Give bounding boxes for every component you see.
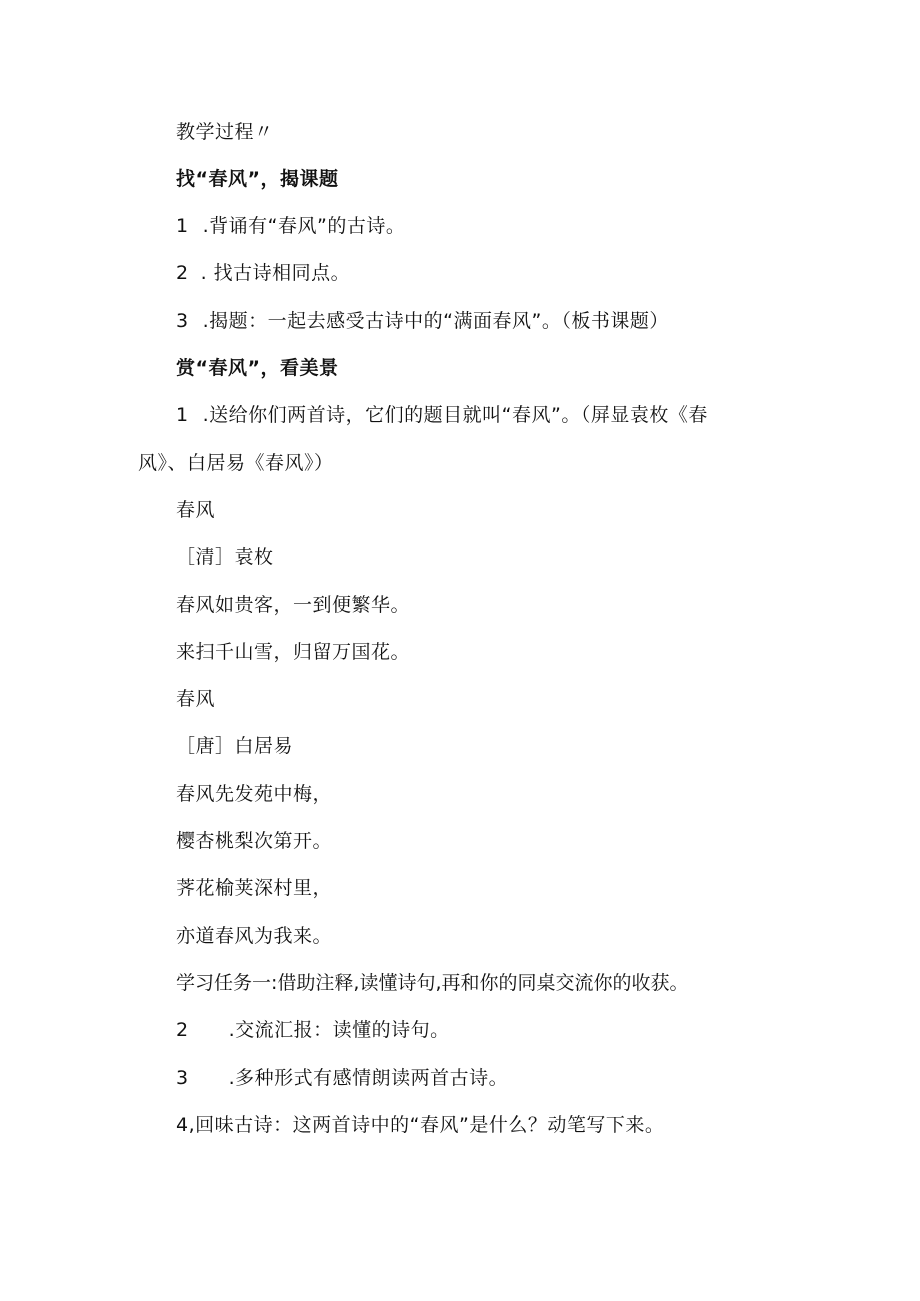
poem-2-line-2: 樱杏桃梨次第开。 — [176, 830, 333, 852]
step-number: 1 — [176, 404, 189, 426]
step-text: .送给你们两首诗，它们的题目就叫“春风”。（屏显袁枚《春 — [202, 404, 708, 426]
poem-1-author: ［清］袁枚 — [176, 546, 274, 568]
step-2-1 — [176, 401, 708, 429]
poem-1-line-2: 来扫千山雪，归留万国花。 — [176, 641, 411, 663]
step-1-2 — [176, 259, 350, 287]
step-1-1 — [176, 212, 405, 240]
step-number: 2 — [176, 1019, 189, 1041]
step-text: .交流汇报：读懂的诗句。 — [228, 1019, 450, 1041]
poem-2-line-3: 荠花榆荚深村里， — [176, 877, 333, 899]
poem-1-line-1: 春风如贵客，一到便繁华。 — [176, 594, 411, 616]
step-number: 1 — [176, 215, 189, 237]
step-text: .背诵有“春风”的古诗。 — [202, 215, 406, 237]
step-2-2 — [176, 1016, 450, 1044]
step-2-3 — [176, 1064, 508, 1092]
step-number: 3 — [176, 310, 189, 332]
step-number: 2 — [176, 262, 189, 284]
heading-find-spring-wind: 找“春风”，揭课题 — [176, 168, 339, 190]
step-2-1-continued: 风》、白居易《春风》） — [138, 452, 334, 474]
poem-2-author: ［唐］白居易 — [176, 735, 294, 757]
step-text: .多种形式有感情朗读两首古诗。 — [228, 1067, 509, 1089]
step-1-3 — [176, 307, 669, 335]
poem-2-title: 春风 — [176, 688, 216, 710]
step-text: .揭题：一起去感受古诗中的“满面春风”。（板书课题） — [202, 310, 669, 332]
poem-2-line-1: 春风先发苑中梅， — [176, 783, 333, 805]
section-label: 教学过程〃 — [176, 121, 274, 143]
step-text: . 找古诗相同点。 — [200, 262, 351, 284]
heading-enjoy-spring-wind: 赏“春风”，看美景 — [176, 357, 339, 379]
learning-task-1: 学习任务一:借助注释,读懂诗句,再和你的同桌交流你的收获。 — [176, 972, 689, 994]
step-number: 3 — [176, 1067, 189, 1089]
poem-1-title: 春风 — [176, 499, 216, 521]
step-2-4: 4,回味古诗：这两首诗中的“春风”是什么？动笔写下来。 — [176, 1114, 665, 1136]
poem-2-line-4: 亦道春风为我来。 — [176, 925, 333, 947]
